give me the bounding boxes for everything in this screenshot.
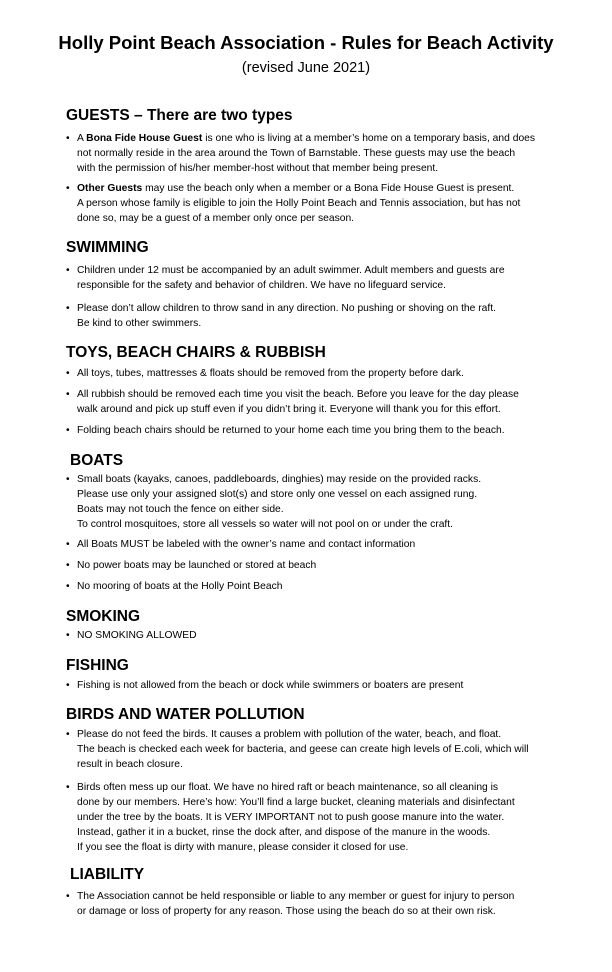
section-heading-swimming: SWIMMING bbox=[66, 239, 149, 256]
page-subtitle: (revised June 2021) bbox=[241, 60, 371, 76]
section-heading-liability: LIABILITY bbox=[70, 866, 145, 883]
guests-b1-line1: A Bona Fide House Guest is one who is living at a member’s home on a temporary basis, and does bbox=[77, 133, 536, 144]
birds-b2-line4: Instead, gather it in a bucket, rinse the dock after, and dispose of the manure in the woods. bbox=[77, 827, 491, 838]
toys-bullet-toys bbox=[66, 366, 566, 381]
guests-b2-line3: done so, may be a guest of a member only once per season. bbox=[77, 213, 355, 224]
swimming-bullet-sand bbox=[66, 301, 566, 331]
toys-b2-line2: walk around and pick up stuff even if you didn’t bring it. Everyone will thank you for this effort. bbox=[77, 404, 501, 415]
bullet-icon: • bbox=[66, 389, 70, 400]
section-heading-smoking: SMOKING bbox=[66, 608, 141, 625]
bullet-icon: • bbox=[66, 368, 70, 379]
guests-b2-line1: Other Guests may use the beach only when a member or a Bona Fide House Guest is present. bbox=[77, 183, 515, 194]
bullet-icon: • bbox=[66, 133, 70, 144]
liability-b1-line2: or damage or loss of property for any reason. Those using the beach do so at their own risk. bbox=[77, 906, 496, 917]
boats-b4-line1: No mooring of boats at the Holly Point Beach bbox=[77, 581, 283, 592]
bullet-icon: • bbox=[66, 581, 70, 592]
fishing-b1-line1: Fishing is not allowed from the beach or dock while swimmers or boaters are present bbox=[77, 680, 464, 691]
bullet-icon: • bbox=[66, 265, 70, 276]
guests-b1-line2: not normally reside in the area around the Town of Barnstable. These guests may use the beach bbox=[77, 148, 516, 159]
guests-bullet-other bbox=[66, 181, 566, 226]
bullet-icon: • bbox=[66, 782, 70, 793]
liability-bullet bbox=[66, 889, 566, 919]
birds-bullet-feeding bbox=[66, 727, 566, 772]
fishing-bullet bbox=[66, 678, 566, 693]
birds-bullet-float bbox=[66, 780, 566, 855]
swimming-bullet-children bbox=[66, 263, 566, 293]
boats-bullet-labels bbox=[66, 537, 566, 552]
birds-b2-line1: Birds often mess up our float. We have no hired raft or beach maintenance, so all cleaning is bbox=[77, 782, 499, 793]
toys-bullet-chairs bbox=[66, 423, 566, 438]
guests-bullet-bona-fide bbox=[66, 131, 566, 176]
swimming-b2-line1: Please don’t allow children to throw sand in any direction. No pushing or shoving on the raft. bbox=[77, 303, 496, 314]
boats-bullet-mooring bbox=[66, 579, 566, 594]
section-heading-boats: BOATS bbox=[70, 452, 124, 469]
birds-b2-line5: If you see the float is dirty with manure, please consider it closed for use. bbox=[77, 842, 409, 853]
bullet-icon: • bbox=[66, 729, 70, 740]
boats-b1-line4: To control mosquitoes, store all vessels so water will not pool on or under the craft. bbox=[77, 519, 454, 530]
bullet-icon: • bbox=[66, 560, 70, 571]
boats-b3-line1: No power boats may be launched or stored at beach bbox=[77, 560, 317, 571]
guests-b2-line2: A person whose family is eligible to join the Holly Point Beach and Tennis association, but has not bbox=[77, 198, 521, 209]
bullet-icon: • bbox=[66, 539, 70, 550]
smoking-b1-line1: NO SMOKING ALLOWED bbox=[77, 630, 197, 641]
swimming-b1-line1: Children under 12 must be accompanied by an adult swimmer. Adult members and guests are bbox=[77, 265, 505, 276]
birds-b2-line2: done by our members. Here’s how: You’ll find a large bucket, cleaning materials and disinfectant bbox=[77, 797, 515, 808]
boats-b1-line1: Small boats (kayaks, canoes, paddleboards, dinghies) may reside on the provided racks. bbox=[77, 474, 482, 485]
page-title: Holly Point Beach Association - Rules for Beach Activity bbox=[58, 32, 554, 53]
section-heading-toys: TOYS, BEACH CHAIRS & RUBBISH bbox=[66, 344, 326, 361]
swimming-b1-line2: responsible for the safety and behavior of children. We have no lifeguard service. bbox=[77, 280, 446, 291]
birds-b2-line3: under the tree by the boats. It is VERY IMPORTANT not to push goose manure into the water. bbox=[77, 812, 505, 823]
toys-bullet-rubbish bbox=[66, 387, 566, 417]
boats-b2-line1: All Boats MUST be labeled with the owner’s name and contact information bbox=[77, 539, 416, 550]
bullet-icon: • bbox=[66, 303, 70, 314]
bullet-icon: • bbox=[66, 425, 70, 436]
bullet-icon: • bbox=[66, 680, 70, 691]
boats-b1-line3: Boats may not touch the fence on either side. bbox=[77, 504, 284, 515]
toys-b2-line1: All rubbish should be removed each time you visit the beach. Before you leave for the day please bbox=[77, 389, 519, 400]
toys-b3-line1: Folding beach chairs should be returned to your home each time you bring them to the beach. bbox=[77, 425, 505, 436]
bullet-icon: • bbox=[66, 474, 70, 485]
bullet-icon: • bbox=[66, 183, 70, 194]
birds-b1-line1: Please do not feed the birds. It causes a problem with pollution of the water, beach, and float. bbox=[77, 729, 502, 740]
boats-bullet-power bbox=[66, 558, 566, 573]
boats-bullet-racks bbox=[66, 472, 566, 532]
bullet-icon: • bbox=[66, 630, 70, 641]
liability-b1-line1: The Association cannot be held responsible or liable to any member or guest for injury to person bbox=[77, 891, 515, 902]
section-heading-guests: GUESTS – There are two types bbox=[66, 107, 293, 124]
term-bona-fide-house-guest: Bona Fide House Guest bbox=[86, 133, 203, 144]
section-heading-birds: BIRDS AND WATER POLLUTION bbox=[66, 706, 305, 723]
birds-b1-line2: The beach is checked each week for bacteria, and geese can create high levels of E.coli, which will bbox=[77, 744, 529, 755]
boats-b1-line2: Please use only your assigned slot(s) and store only one vessel on each assigned rung. bbox=[77, 489, 478, 500]
bullet-icon: • bbox=[66, 891, 70, 902]
smoking-bullet bbox=[66, 628, 566, 643]
section-heading-fishing: FISHING bbox=[66, 657, 129, 674]
term-other-guests: Other Guests bbox=[77, 183, 143, 194]
swimming-b2-line2: Be kind to other swimmers. bbox=[77, 318, 202, 329]
birds-b1-line3: result in beach closure. bbox=[77, 759, 183, 770]
toys-b1-line1: All toys, tubes, mattresses & floats should be removed from the property before dark. bbox=[77, 368, 464, 379]
guests-b1-line3: with the permission of his/her member-host without that member being present. bbox=[77, 163, 439, 174]
